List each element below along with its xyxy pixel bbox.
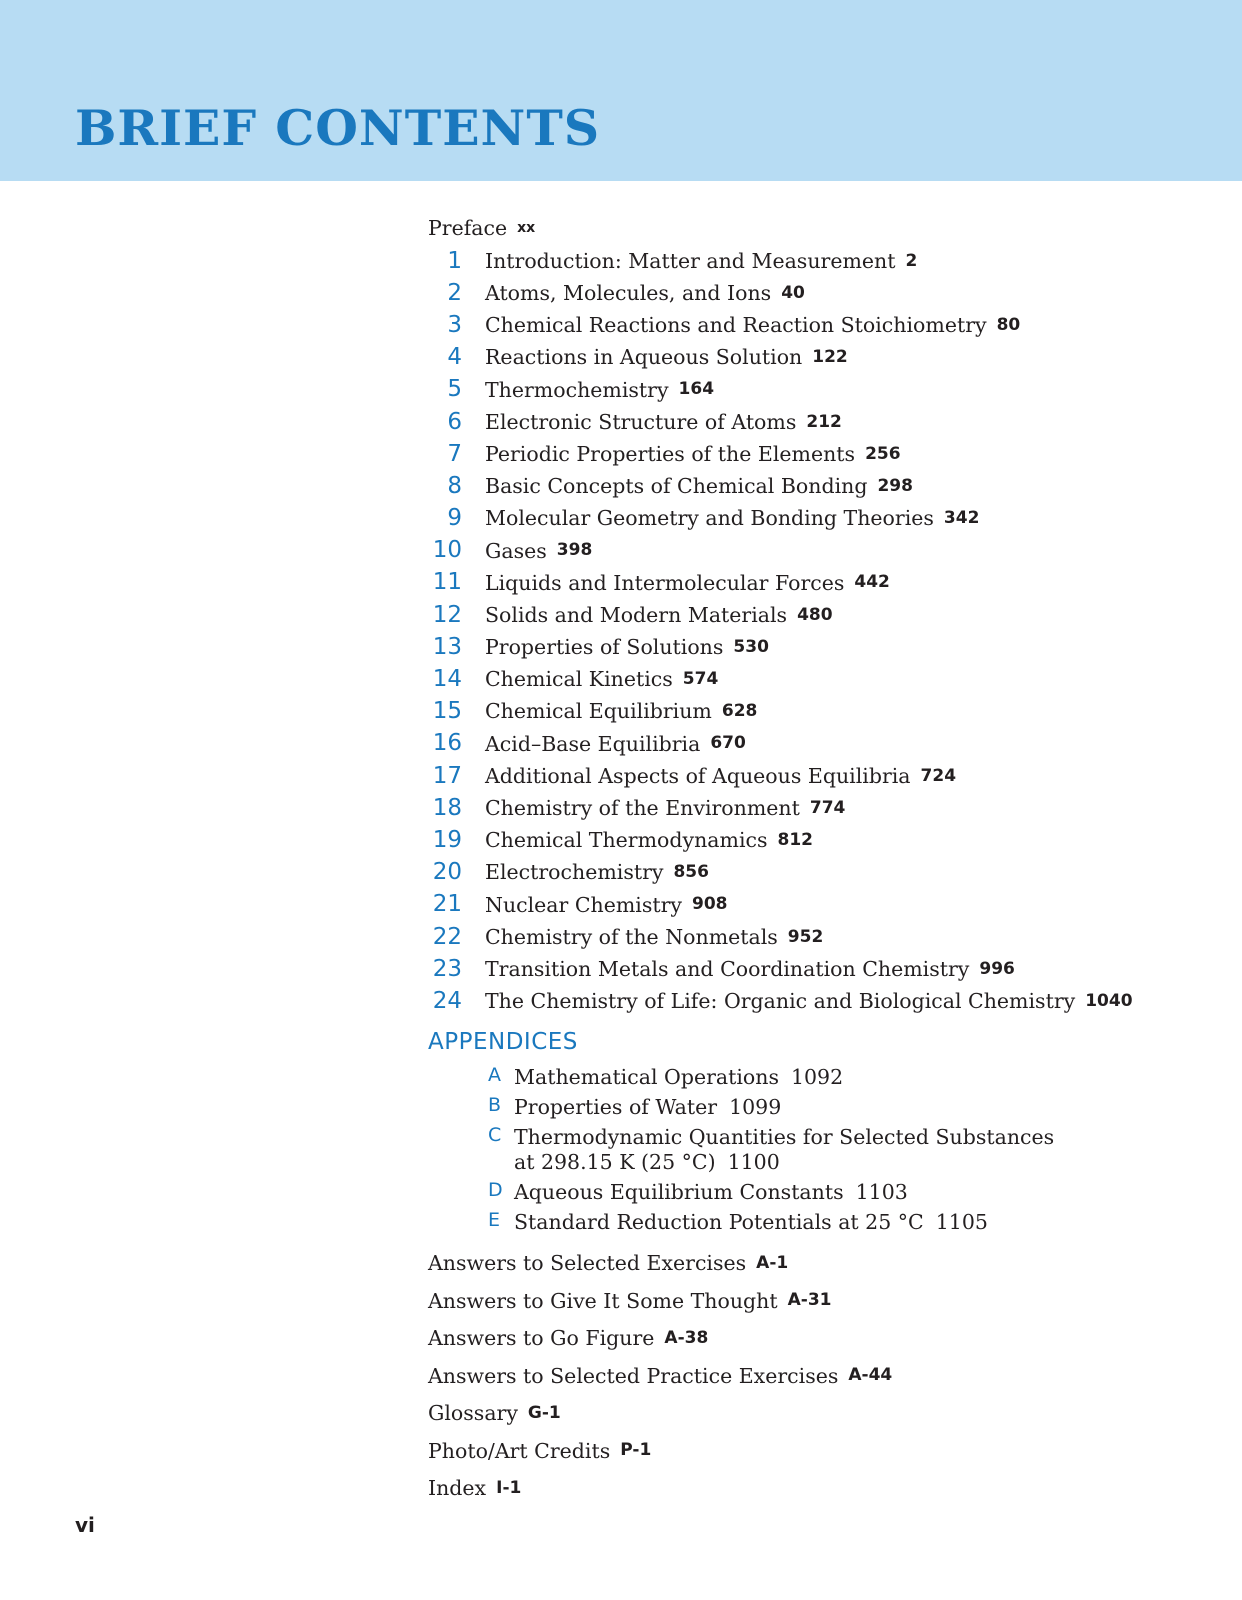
toc-backmatter-entry[interactable] bbox=[428, 1470, 1208, 1508]
chapter-number: 18 bbox=[432, 794, 462, 821]
appendix-title-text: Properties of Water bbox=[514, 1094, 718, 1119]
page-title: BRIEF CONTENTS bbox=[75, 99, 601, 157]
toc-appendix-entry[interactable] bbox=[428, 1095, 1208, 1120]
chapter-page: 480 bbox=[797, 604, 833, 625]
chapter-number: 4 bbox=[447, 344, 462, 371]
chapter-page: 530 bbox=[733, 636, 769, 657]
table-of-contents bbox=[428, 211, 1208, 1507]
chapter-title: Chemical Equilibrium bbox=[485, 699, 712, 724]
toc-chapter-entry[interactable] bbox=[428, 792, 1208, 824]
chapter-title: Nuclear Chemistry bbox=[485, 892, 683, 917]
chapter-page: 256 bbox=[865, 443, 901, 464]
toc-preface-entry[interactable] bbox=[428, 211, 1208, 245]
toc-chapter-entry[interactable] bbox=[428, 599, 1208, 631]
toc-chapter-entry[interactable] bbox=[428, 470, 1208, 502]
toc-chapter-entry[interactable] bbox=[428, 245, 1208, 277]
appendices-heading: APPENDICES bbox=[428, 1029, 578, 1055]
chapter-number: 1 bbox=[447, 247, 462, 274]
backmatter-title: Answers to Go Figure bbox=[428, 1326, 655, 1350]
appendix-page: 1105 bbox=[935, 1209, 988, 1234]
chapter-title: Basic Concepts of Chemical Bonding bbox=[485, 474, 868, 499]
backmatter-title: Answers to Give It Some Thought bbox=[428, 1288, 778, 1313]
chapter-number: 11 bbox=[432, 569, 462, 596]
chapter-number: 7 bbox=[447, 440, 462, 467]
toc-chapter-entry[interactable] bbox=[428, 824, 1208, 856]
appendix-page: 1092 bbox=[790, 1064, 844, 1089]
toc-appendix-entry[interactable] bbox=[428, 1065, 1208, 1090]
page-folio: vi bbox=[75, 1513, 95, 1537]
chapter-page: 212 bbox=[806, 411, 842, 432]
chapter-number: 3 bbox=[447, 311, 462, 338]
toc-backmatter-entry[interactable] bbox=[428, 1432, 1208, 1470]
preface-page: xx bbox=[517, 220, 536, 236]
chapter-page: 80 bbox=[996, 314, 1021, 335]
chapter-title: Chemical Reactions and Reaction Stoichiometry bbox=[485, 313, 987, 338]
backmatter-title: Answers to Selected Practice Exercises bbox=[428, 1363, 839, 1388]
toc-chapter-entry[interactable] bbox=[428, 406, 1208, 438]
toc-appendix-entry[interactable] bbox=[428, 1125, 1208, 1175]
chapter-page: 628 bbox=[721, 701, 758, 722]
appendix-title bbox=[514, 1180, 1074, 1205]
chapter-page: 298 bbox=[877, 475, 913, 496]
backmatter-title: Index bbox=[428, 1476, 487, 1500]
chapter-list bbox=[428, 245, 1208, 1018]
appendix-title-text: Standard Reduction Potentials at 25 °C bbox=[514, 1209, 924, 1234]
appendix-title bbox=[514, 1095, 1074, 1120]
appendix-title bbox=[514, 1125, 1074, 1175]
chapter-number: 6 bbox=[447, 408, 462, 435]
chapter-title: Atoms, Molecules, and Ions bbox=[485, 281, 772, 306]
toc-chapter-entry[interactable] bbox=[428, 985, 1208, 1017]
chapter-title: Liquids and Intermolecular Forces bbox=[485, 570, 845, 595]
appendix-letter: B bbox=[488, 1093, 502, 1116]
chapter-page: 812 bbox=[777, 829, 814, 850]
toc-backmatter-entry[interactable] bbox=[428, 1357, 1208, 1395]
toc-chapter-entry[interactable] bbox=[428, 309, 1208, 341]
chapter-number: 9 bbox=[447, 505, 462, 532]
chapter-title: Periodic Properties of the Elements bbox=[485, 441, 856, 466]
chapter-title: Chemistry of the Environment bbox=[485, 796, 800, 821]
appendix-letter: D bbox=[488, 1178, 503, 1201]
toc-chapter-entry[interactable] bbox=[428, 342, 1208, 374]
toc-chapter-entry[interactable] bbox=[428, 631, 1208, 663]
appendix-page: 1103 bbox=[855, 1179, 908, 1204]
chapter-title: Introduction: Matter and Measurement bbox=[485, 248, 896, 273]
backmatter-page: A-44 bbox=[848, 1365, 893, 1386]
toc-chapter-entry[interactable] bbox=[428, 953, 1208, 985]
preface-title: Preface bbox=[428, 215, 508, 240]
toc-chapter-entry[interactable] bbox=[428, 728, 1208, 760]
chapter-number: 10 bbox=[432, 537, 462, 564]
appendix-title-text: Mathematical Operations bbox=[514, 1064, 779, 1089]
chapter-number: 21 bbox=[432, 891, 462, 918]
backmatter-title: Photo/Art Credits bbox=[428, 1438, 611, 1463]
toc-chapter-entry[interactable] bbox=[428, 567, 1208, 599]
toc-chapter-entry[interactable] bbox=[428, 889, 1208, 921]
toc-chapter-entry[interactable] bbox=[428, 857, 1208, 889]
chapter-number: 13 bbox=[432, 633, 462, 660]
appendix-letter: E bbox=[488, 1208, 501, 1231]
toc-chapter-entry[interactable] bbox=[428, 921, 1208, 953]
appendix-page: 1099 bbox=[729, 1094, 782, 1119]
chapter-number: 17 bbox=[432, 762, 462, 789]
chapter-title: Additional Aspects of Aqueous Equilibria bbox=[485, 763, 911, 788]
backmatter-page: A-31 bbox=[787, 1290, 832, 1311]
chapter-number: 24 bbox=[432, 987, 462, 1014]
chapter-page: 996 bbox=[979, 958, 1015, 979]
appendix-page: 1100 bbox=[727, 1149, 780, 1174]
toc-appendix-entry[interactable] bbox=[428, 1180, 1208, 1205]
chapter-title: Chemical Kinetics bbox=[485, 667, 673, 692]
chapter-number: 5 bbox=[447, 376, 462, 403]
chapter-title: Solids and Modern Materials bbox=[485, 602, 788, 627]
toc-backmatter-entry[interactable] bbox=[428, 1320, 1208, 1358]
chapter-page: 164 bbox=[678, 379, 715, 400]
backmatter-page: P-1 bbox=[620, 1440, 652, 1461]
chapter-page: 342 bbox=[943, 508, 980, 529]
appendix-title-text: Aqueous Equilibrium Constants bbox=[514, 1179, 844, 1204]
chapter-title: Chemistry of the Nonmetals bbox=[485, 924, 778, 949]
toc-backmatter-entry[interactable] bbox=[428, 1282, 1208, 1320]
chapter-title: Acid–Base Equilibria bbox=[485, 731, 701, 756]
toc-chapter-entry[interactable] bbox=[428, 503, 1208, 535]
chapter-page: 398 bbox=[556, 540, 593, 561]
chapter-title: Chemical Thermodynamics bbox=[485, 828, 768, 853]
chapter-page: 574 bbox=[682, 669, 719, 690]
chapter-page: 952 bbox=[787, 926, 824, 947]
chapter-page: 908 bbox=[692, 894, 728, 915]
toc-chapter-entry[interactable] bbox=[428, 696, 1208, 728]
appendix-letter: A bbox=[488, 1063, 501, 1086]
chapter-page: 774 bbox=[809, 797, 846, 818]
chapter-title: Electrochemistry bbox=[485, 860, 664, 885]
chapter-title: Properties of Solutions bbox=[485, 635, 724, 660]
appendix-title bbox=[514, 1210, 1074, 1235]
backmatter-title: Glossary bbox=[428, 1401, 518, 1425]
toc-chapter-entry[interactable] bbox=[428, 760, 1208, 792]
toc-chapter-entry[interactable] bbox=[428, 663, 1208, 695]
chapter-title: Thermochemistry bbox=[485, 377, 669, 402]
chapter-title: Transition Metals and Coordination Chemistry bbox=[485, 956, 970, 981]
chapter-number: 19 bbox=[432, 826, 462, 853]
toc-chapter-entry[interactable] bbox=[428, 374, 1208, 406]
toc-chapter-entry[interactable] bbox=[428, 438, 1208, 470]
chapter-number: 22 bbox=[432, 923, 462, 950]
backmatter-page: G-1 bbox=[527, 1402, 561, 1423]
chapter-number: 16 bbox=[432, 730, 462, 757]
chapter-page: 724 bbox=[920, 765, 957, 786]
chapter-title: Gases bbox=[485, 538, 547, 563]
appendix-title bbox=[514, 1065, 1074, 1090]
backmatter-page: A-38 bbox=[664, 1327, 709, 1348]
chapter-page: 122 bbox=[812, 347, 848, 368]
appendix-title-text: Thermodynamic Quantities for Selected Substances at 298.15 K (25 °C) bbox=[514, 1124, 1055, 1174]
chapter-number: 8 bbox=[447, 472, 462, 499]
toc-backmatter-entry[interactable] bbox=[428, 1395, 1208, 1433]
chapter-page: 442 bbox=[854, 572, 890, 593]
chapter-number: 23 bbox=[432, 955, 462, 982]
chapter-page: 40 bbox=[781, 282, 805, 303]
chapter-title: Reactions in Aqueous Solution bbox=[485, 345, 803, 370]
toc-backmatter-entry[interactable] bbox=[428, 1245, 1208, 1283]
chapter-number: 15 bbox=[432, 698, 462, 725]
chapter-title: The Chemistry of Life: Organic and Biological Chemistry bbox=[485, 989, 1076, 1014]
chapter-page: 670 bbox=[710, 733, 746, 754]
backmatter-page: I-1 bbox=[496, 1477, 522, 1498]
chapter-title: Molecular Geometry and Bonding Theories bbox=[485, 506, 934, 531]
appendix-letter: C bbox=[488, 1123, 502, 1146]
toc-chapter-entry[interactable] bbox=[428, 277, 1208, 309]
chapter-number: 20 bbox=[432, 859, 462, 886]
chapter-page: 2 bbox=[905, 250, 918, 271]
chapter-page: 1040 bbox=[1085, 990, 1133, 1011]
backmatter-page: A-1 bbox=[756, 1252, 789, 1273]
toc-chapter-entry[interactable] bbox=[428, 535, 1208, 567]
back-matter-list bbox=[428, 1245, 1208, 1508]
chapter-number: 12 bbox=[432, 601, 462, 628]
chapter-page: 856 bbox=[673, 862, 709, 883]
chapter-title: Electronic Structure of Atoms bbox=[485, 409, 797, 434]
appendix-list bbox=[428, 1065, 1208, 1235]
toc-appendix-entry[interactable] bbox=[428, 1210, 1208, 1235]
chapter-number: 14 bbox=[432, 666, 462, 693]
chapter-number: 2 bbox=[447, 279, 462, 306]
backmatter-title: Answers to Selected Exercises bbox=[428, 1251, 747, 1275]
